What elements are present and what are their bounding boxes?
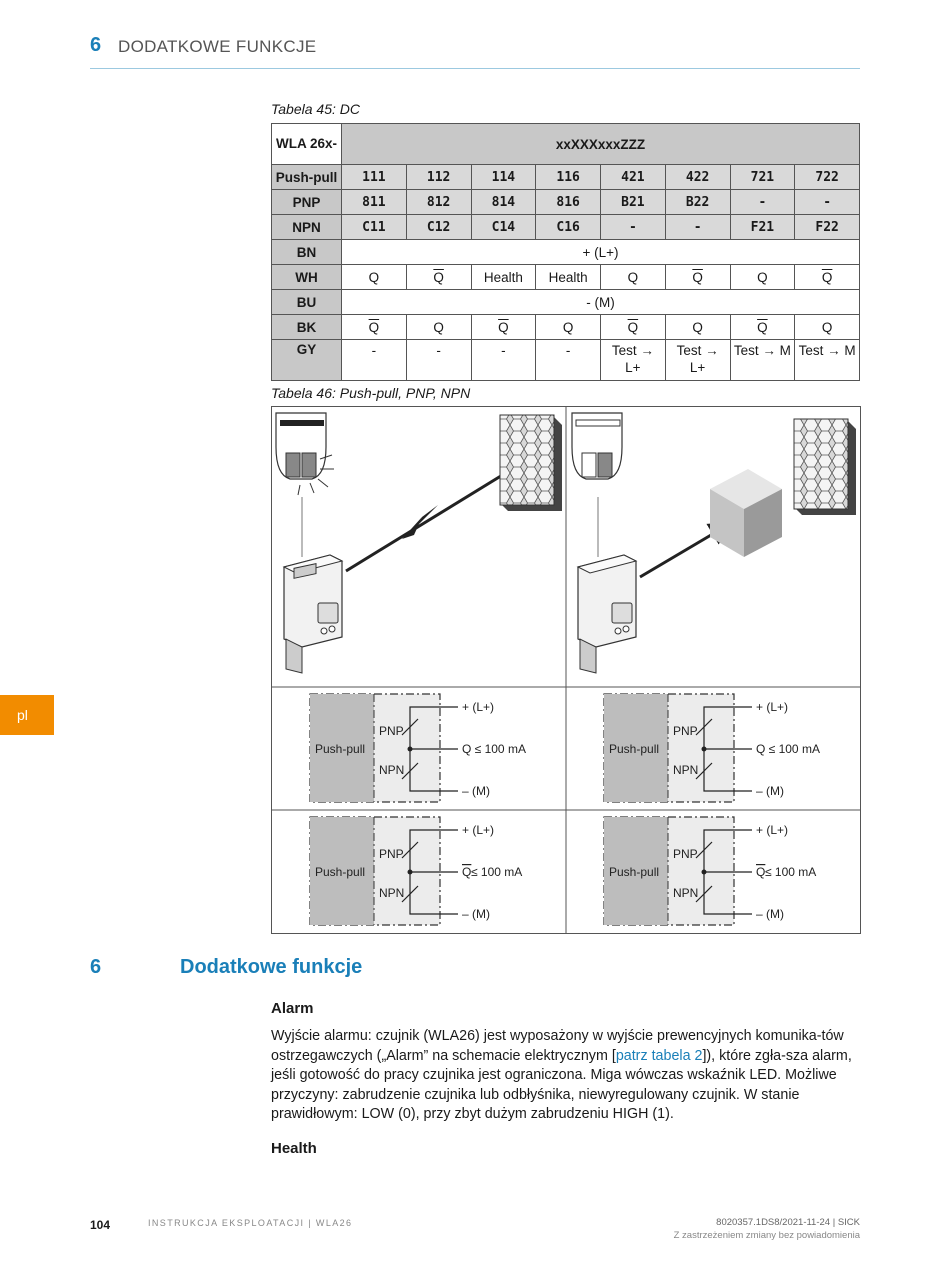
table-corner: WLA 26x-	[272, 124, 342, 165]
table-cell: 114	[471, 165, 536, 190]
plus-terminal-label: + (L+)	[462, 823, 495, 837]
table-cell: Health	[536, 265, 601, 290]
table-cell: 814	[471, 190, 536, 215]
language-tab[interactable]: pl	[0, 695, 54, 735]
table-row	[272, 165, 860, 190]
sensor-illustration-right	[572, 413, 856, 673]
table45	[271, 123, 860, 381]
table-cell: Q	[795, 315, 860, 340]
table-cell: 722	[795, 165, 860, 190]
table-row-gy	[272, 340, 860, 381]
npn-label: NPN	[673, 763, 699, 777]
table-cell: Q	[342, 265, 407, 290]
header-chapter-number: 6	[90, 34, 102, 56]
footer-doc-title: INSTRUKCJA EKSPLOATACJI | WLA26	[148, 1218, 353, 1228]
table-cell: $\overline{Q}$	[342, 315, 407, 340]
table-row-bk	[272, 315, 860, 340]
qbar-output-label: ≤ 100 mA	[471, 865, 523, 879]
table-cell: C12	[406, 215, 471, 240]
footer-disclaimer: Z zastrzeżeniem zmiany bez powiadomienia	[673, 1230, 860, 1241]
table-cell: $\overline{Q}$	[795, 265, 860, 290]
qbar-output-label: ≤ 100 mA	[765, 865, 817, 879]
table-cell: Q	[730, 265, 795, 290]
table-cell: -	[795, 190, 860, 215]
table-cell: C14	[471, 215, 536, 240]
table-cell: - (M)	[342, 290, 860, 315]
minus-terminal-label: – (M)	[462, 784, 490, 798]
table-cell: -	[601, 215, 666, 240]
table-cell: C11	[342, 215, 407, 240]
table45-caption: Tabela 45: DC	[271, 101, 360, 117]
table-cell: Test → L+	[665, 340, 730, 381]
table-cell: Test → L+	[601, 340, 666, 381]
table-cell: $\overline{Q}$	[665, 265, 730, 290]
row-label: PNP	[272, 190, 342, 215]
pnp-label: PNP	[673, 724, 698, 738]
npn-label: NPN	[673, 886, 699, 900]
table-row-bn	[272, 240, 860, 265]
table-cell: $\overline{Q}$	[601, 315, 666, 340]
row-label: WH	[272, 265, 342, 290]
minus-terminal-label: – (M)	[756, 784, 784, 798]
table-cell: F22	[795, 215, 860, 240]
page-number: 104	[90, 1218, 111, 1232]
table-cell: 116	[536, 165, 601, 190]
table-row-wh	[272, 265, 860, 290]
table-cell: F21	[730, 215, 795, 240]
q-output-label: Q ≤ 100 mA	[756, 742, 820, 756]
header-rule	[90, 68, 860, 69]
alarm-heading: Alarm	[271, 1000, 314, 1017]
table-cell: Q	[665, 315, 730, 340]
alarm-text-2: ]), które zgła-sza alarm, jeśli gotowość do pracy czujnika jest ograniczona. Miga wówczas wskaźnik LED. Możliwe przyczyny: zabrudzenie czujnika lub odbłyśnika, niewyregulowany czujnik. W stanie prawidłowym: LOW (0), przy zbyt dużym zabrudzeniu HIGH (1).	[271, 1047, 852, 1122]
table-cell: -	[536, 340, 601, 381]
pnp-label: PNP	[673, 847, 698, 861]
table-cell: Test → M	[730, 340, 795, 381]
table-cell: 812	[406, 190, 471, 215]
table-merged-header: xxXXXxxxZZZ	[342, 124, 860, 165]
table-cell: -	[730, 190, 795, 215]
table-cell: 816	[536, 190, 601, 215]
row-label: GY	[272, 340, 342, 381]
table-cell: 721	[730, 165, 795, 190]
table-cell: B22	[665, 190, 730, 215]
table-cell: B21	[601, 190, 666, 215]
table-cell: -	[406, 340, 471, 381]
push-pull-label: Push-pull	[609, 742, 660, 756]
alarm-text-1: Wyjście alarmu: czujnik (WLA26) jest wyposażony w wyjście prewencyjnych komunika-tów ostrzegawczych („Alarm” na schemacie elektrycznym [	[271, 1028, 844, 1064]
pnp-label: PNP	[379, 847, 404, 861]
table-cell: 112	[406, 165, 471, 190]
minus-terminal-label: – (M)	[756, 907, 784, 921]
npn-label: NPN	[379, 763, 405, 777]
table-cell: -	[342, 340, 407, 381]
row-label: BU	[272, 290, 342, 315]
push-pull-label: Push-pull	[609, 865, 660, 879]
table-row	[272, 190, 860, 215]
table-cell: Test → M	[795, 340, 860, 381]
plus-terminal-label: + (L+)	[756, 823, 789, 837]
plus-terminal-label: + (L+)	[462, 700, 495, 714]
header-chapter-title: DODATKOWE FUNKCJE	[118, 37, 317, 56]
row-label: Push-pull	[272, 165, 342, 190]
table-cell: -	[471, 340, 536, 381]
table46-figure	[271, 406, 861, 934]
row-label: BN	[272, 240, 342, 265]
table-cell: + (L+)	[342, 240, 860, 265]
table-cell: Q	[536, 315, 601, 340]
table-cell: 111	[342, 165, 407, 190]
push-pull-label: Push-pull	[315, 742, 366, 756]
push-pull-label: Push-pull	[315, 865, 366, 879]
minus-terminal-label: – (M)	[462, 907, 490, 921]
q-output-label: Q ≤ 100 mA	[462, 742, 526, 756]
row-label: BK	[272, 315, 342, 340]
section-number: 6	[90, 956, 102, 978]
wiring-figure-svg	[272, 407, 860, 933]
table-cell: C16	[536, 215, 601, 240]
qbar-output-symbol: Q	[756, 865, 766, 879]
table-cell: -	[665, 215, 730, 240]
table-cell: Q	[406, 315, 471, 340]
sensor-illustration-left	[276, 413, 562, 673]
table-cell: Q	[601, 265, 666, 290]
qbar-output-symbol: Q	[462, 865, 472, 879]
table-row	[272, 215, 860, 240]
table-cell: $\overline{Q}$	[730, 315, 795, 340]
health-heading: Health	[271, 1140, 317, 1157]
table-cell: Health	[471, 265, 536, 290]
table-link[interactable]: patrz tabela 2	[615, 1047, 703, 1064]
npn-label: NPN	[379, 886, 405, 900]
section-title: Dodatkowe funkcje	[180, 956, 363, 978]
table-cell: 811	[342, 190, 407, 215]
pnp-label: PNP	[379, 724, 404, 738]
footer-doc-id: 8020357.1DS8/2021-11-24 | SICK	[716, 1217, 860, 1228]
alarm-paragraph	[271, 1027, 861, 1125]
table46-caption: Tabela 46: Push-pull, PNP, NPN	[271, 385, 471, 401]
table-cell: $\overline{Q}$	[471, 315, 536, 340]
plus-terminal-label: + (L+)	[756, 700, 789, 714]
table-cell: 421	[601, 165, 666, 190]
table-row-bu	[272, 290, 860, 315]
row-label: NPN	[272, 215, 342, 240]
table-cell: 422	[665, 165, 730, 190]
table-cell: $\overline{Q}$	[406, 265, 471, 290]
